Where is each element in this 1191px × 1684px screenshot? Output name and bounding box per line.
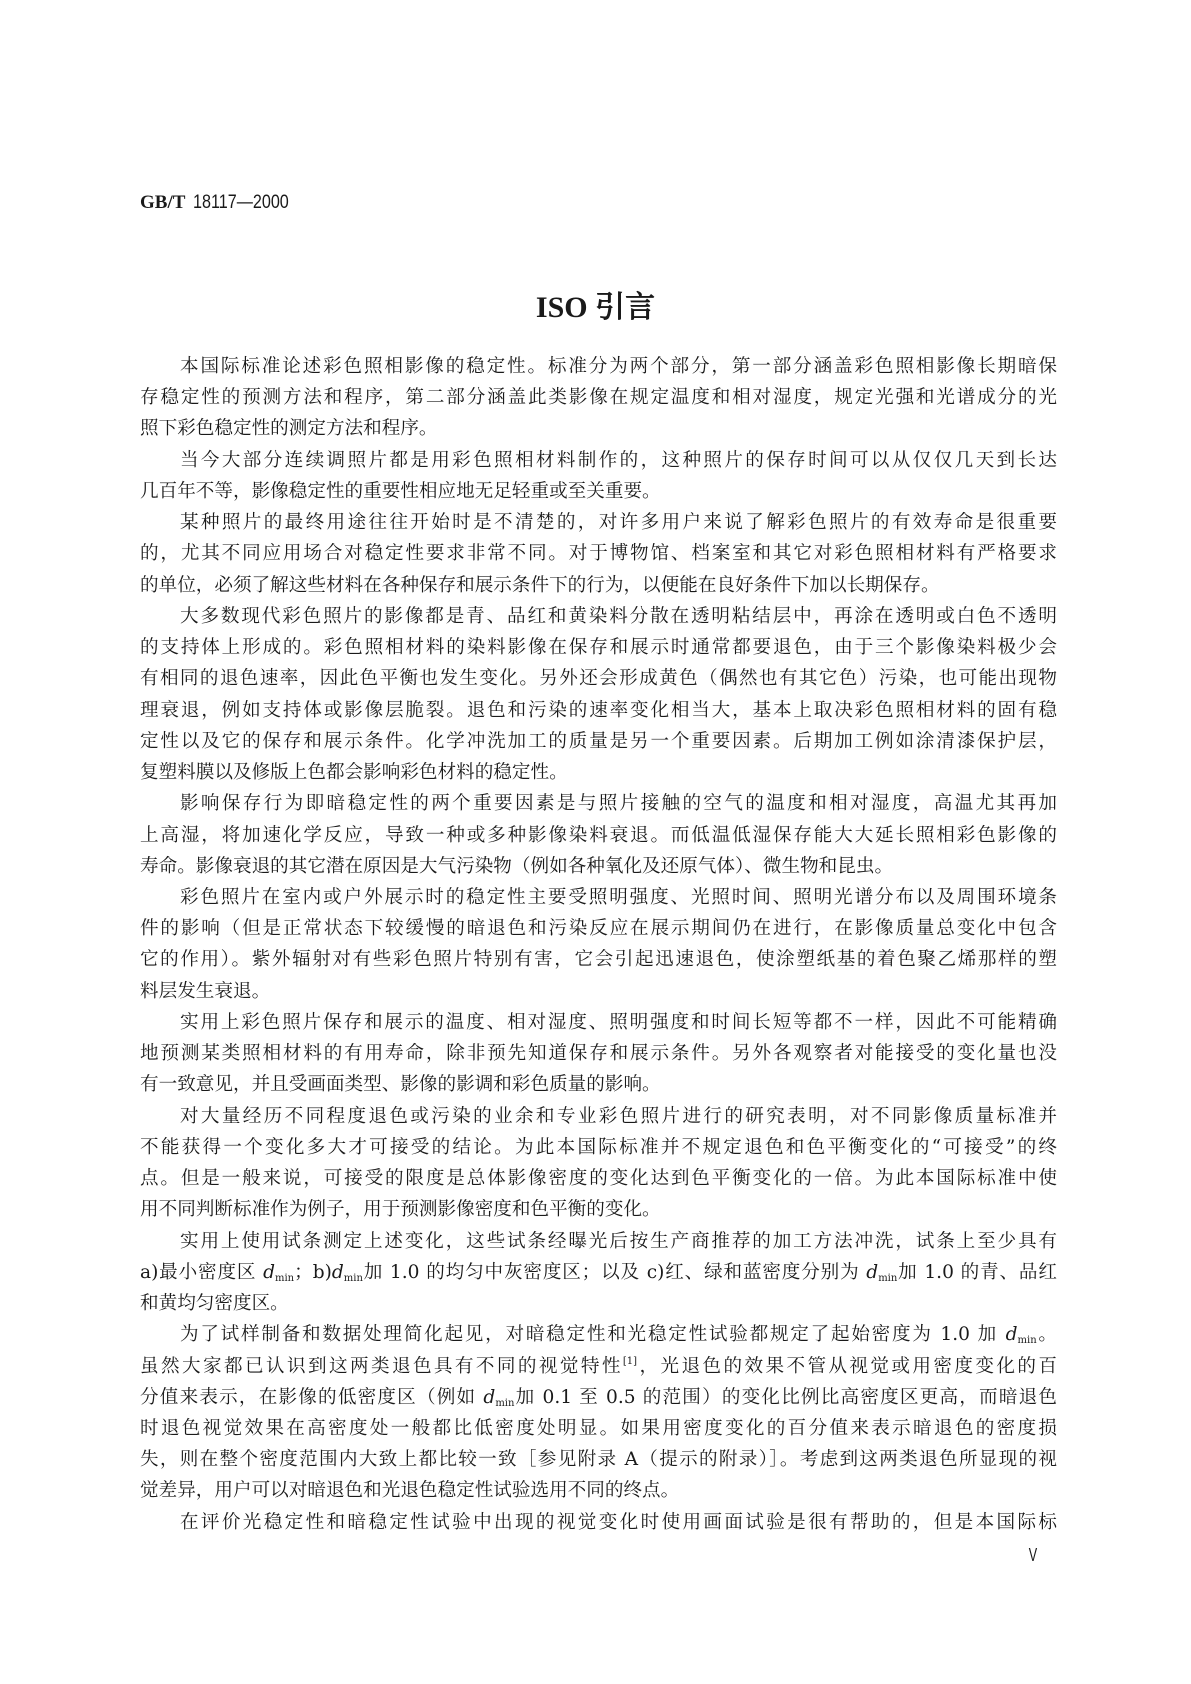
text-segment: 。: [1036, 1324, 1057, 1346]
subscript: min: [878, 1272, 898, 1284]
text-line: 的单位，必须了解这些材料在各种保存和展示条件下的行为，以便能在良好条件下加以长期保存。: [140, 574, 940, 596]
text-line: 用不同判断标准作为例子，用于预测影像密度和色平衡的变化。: [140, 1199, 661, 1221]
text-line: 的，尤其不同应用场合对稳定性要求非常不同。对于博物馆、档案室和其它对彩色照相材料有严格要求: [140, 543, 1057, 565]
paragraph: [140, 445, 1057, 507]
text-segment: 加 1.0 的青、品红: [897, 1261, 1057, 1283]
text-line: 大多数现代彩色照片的影像都是青、品红和黄染料分散在透明粘结层中，再涂在透明或白色不透明: [180, 605, 1057, 627]
density-variable: d: [263, 1261, 275, 1283]
paragraph: [140, 507, 1057, 601]
subscript: min: [343, 1272, 363, 1284]
text-line: 理衰退，例如支持体或影像层脆裂。退色和污染的速率变化相当大，基本上取决彩色照相材料的固有稳: [140, 699, 1057, 721]
text-line: 彩色照片在室内或户外展示时的稳定性主要受照明强度、光照时间、照明光谱分布以及周围环境条: [180, 886, 1057, 908]
text-line: 实用上彩色照片保存和展示的温度、相对湿度、照明强度和时间长短等都不一样，因此不可能精确: [180, 1011, 1057, 1033]
text-line: 失，则在整个密度范围内大致上都比较一致［参见附录 A（提示的附录）］。考虑到这两类退色所显现的视: [140, 1449, 1057, 1471]
density-variable: d: [866, 1261, 879, 1283]
text-line: 在评价光稳定性和暗稳定性试验中出现的视觉变化时使用画面试验是很有帮助的，但是本国际标: [180, 1511, 1057, 1533]
text-line: 的支持体上形成的。彩色照相材料的染料影像在保存和展示时通常都要退色，由于三个影像染料极少会: [140, 637, 1057, 659]
text-segment: a)最小密度区: [140, 1261, 264, 1283]
text-segment: ，光退色的效果不管从视觉或用密度变化的百: [637, 1355, 1057, 1377]
text-line: 有一致意见，并且受画面类型、影像的影调和彩色质量的影响。: [140, 1074, 661, 1096]
text-line: 对大量经历不同程度退色或污染的业余和专业彩色照片进行的研究表明，对不同影像质量标准并: [180, 1105, 1057, 1127]
paragraph: [140, 351, 1057, 445]
text-line: 当今大部分连续调照片都是用彩色照相材料制作的，这种照片的保存时间可以从仅仅几天到长达: [180, 449, 1057, 471]
text-segment: 加 1.0 的均匀中灰密度区；以及 c)红、绿和蓝密度分别为: [362, 1261, 867, 1283]
text-line: 影响保存行为即暗稳定性的两个重要因素是与照片接触的空气的温度和相对湿度，高温尤其再加: [180, 793, 1057, 815]
text-segment: ；b): [294, 1261, 332, 1283]
text-line: 寿命。影像衰退的其它潜在原因是大气污染物（例如各种氧化及还原气体）、微生物和昆虫。: [140, 855, 894, 877]
paragraph: [140, 601, 1057, 788]
text-segment: 分值来表示，在影像的低密度区（例如: [140, 1386, 484, 1408]
text-line: [140, 1257, 1057, 1288]
text-line: 复塑料膜以及修版上色都会影响彩色材料的稳定性。: [140, 762, 568, 784]
text-line: 和黄均匀密度区。: [140, 1293, 289, 1315]
text-line: 本国际标准论述彩色照相影像的稳定性。标准分为两个部分，第一部分涵盖彩色照相影像长期暗保: [180, 356, 1057, 377]
page-number: V: [1028, 1545, 1038, 1565]
paragraph: [140, 1007, 1057, 1101]
paragraph: [140, 1226, 1057, 1320]
text-line: 上高湿，将加速化学反应，导致一种或多种影像染料衰退。而低温低湿保存能大大延长照相彩色影像的: [140, 824, 1057, 846]
text-line: [140, 1319, 1057, 1350]
density-variable: d: [331, 1261, 344, 1283]
text-line: [140, 1382, 1057, 1413]
paragraph: [140, 1101, 1057, 1226]
text-line: 几百年不等，影像稳定性的重要性相应地无足轻重或至关重要。: [140, 480, 661, 502]
page-title: ISO 引言: [535, 291, 656, 324]
text-line: 定性以及它的保存和展示条件。化学冲洗加工的质量是另一个重要因素。后期加工例如涂清漆保护层，: [140, 730, 1057, 752]
document-header: [140, 190, 306, 216]
standard-code: GB/T: [140, 192, 186, 213]
subscript: min: [495, 1397, 515, 1409]
text-line: 觉差异，用户可以对暗退色和光退色稳定性试验选用不同的终点。: [140, 1480, 680, 1502]
text-line: 某种照片的最终用途往往开始时是不清楚的，对许多用户来说了解彩色照片的有效寿命是很重要: [180, 512, 1057, 534]
body-text: [140, 351, 1057, 1538]
paragraph: [140, 1319, 1057, 1506]
subscript: min: [1017, 1335, 1037, 1347]
text-line: 时退色视觉效果在高密度处一般都比低密度处明显。如果用密度变化的百分值来表示暗退色的密度损: [140, 1417, 1057, 1439]
subscript: min: [274, 1272, 295, 1284]
text-line: 存稳定性的预测方法和程序，第二部分涵盖此类影像在规定温度和相对湿度，规定光强和光谱成分的光: [140, 387, 1057, 409]
paragraph: [140, 1507, 1057, 1538]
paragraph: [140, 882, 1057, 1007]
text-line: 件的影响（但是正常状态下较缓慢的暗退色和污染反应在展示期间仍在进行，在影像质量总变化中包含: [140, 918, 1057, 940]
text-line: 照下彩色稳定性的测定方法和程序。: [140, 418, 438, 440]
text-line: 有相同的退色速率，因此色平衡也发生变化。另外还会形成黄色（偶然也有其它色）污染，也可能出现物: [140, 668, 1057, 690]
text-segment: 为了试样制备和数据处理简化起见，对暗稳定性和光稳定性试验都规定了起始密度为 1.0 加: [180, 1324, 1006, 1346]
text-line: 实用上使用试条测定上述变化，这些试条经曝光后按生产商推荐的加工方法冲洗，试条上至少具有: [180, 1230, 1057, 1252]
text-line: 点。但是一般来说，可接受的限度是总体影像密度的变化达到色平衡变化的一倍。为此本国际标准中使: [140, 1168, 1057, 1190]
density-variable: d: [483, 1386, 496, 1408]
standard-number: 18117—2000: [193, 192, 290, 213]
text-line: 地预测某类照相材料的有用寿命，除非预先知道保存和展示条件。另外各观察者对能接受的变化量也没: [140, 1043, 1057, 1065]
text-line: [140, 1351, 1057, 1382]
text-line: 不能获得一个变化多大才可接受的结论。为此本国际标准并不规定退色和色平衡变化的“可接受”的终: [140, 1136, 1057, 1158]
text-line: 料层发生衰退。: [140, 980, 271, 1002]
text-line: 它的作用）。紫外辐射对有些彩色照片特别有害，它会引起迅速退色，使涂塑纸基的着色聚乙烯那样的塑: [140, 949, 1057, 971]
density-variable: d: [1005, 1324, 1018, 1346]
paragraph: [140, 788, 1057, 882]
text-segment: 加 0.1 至 0.5 的范围）的变化比例比高密度区更高，而暗退色: [514, 1386, 1057, 1408]
text-segment: 虽然大家都已认识到这两类退色具有不同的视觉特性: [140, 1355, 623, 1377]
reference-citation[interactable]: [1]: [622, 1355, 638, 1367]
